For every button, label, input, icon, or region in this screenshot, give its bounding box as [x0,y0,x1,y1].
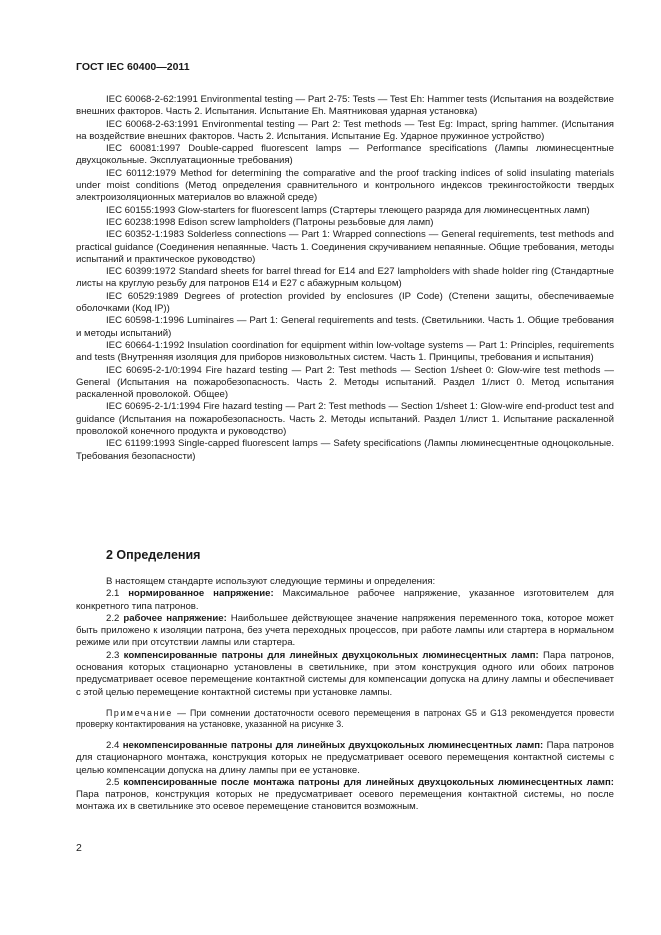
definition-number: 2.4 [106,739,120,751]
definition-text: Максимальное рабочее напряжение, указанное изготовителем для конкретного типа патронов. [76,588,614,612]
document-header: ГОСТ IEC 60400—2011 [76,61,190,73]
definition-term: компенсированные патроны для линейных двухцокольных люминесцентных ламп: [123,649,539,661]
reference-item: IEC 60695-2-1/1:1994 Fire hazard testing — Part 2: Test methods — Section 1/sheet 1: Glow-wire end-product test and guidance (Испытания на пожаробезопасность. Часть 2. Методы испытаний. Раздел 1/лист 1. Испытание раскаленной проволокой конечного продукта и руководство) [76,401,614,438]
definitions [76,576,614,814]
definition-text: Пара патронов для стационарного монтажа, конструкция которых не предусматривает осевого перемещения контактной системы с целью компенсации допуска на длину лампы при ее установке. [76,739,615,776]
reference-item: IEC 60529:1989 Degrees of protection provided by enclosures (IP Code) (Степени защиты, обеспечиваемые оболочками (Код IP)) [76,290,614,315]
definition-text: Пара патронов, конструкция которых не предусматривает осевого перемещения контактной системы, но после монтажа их в светильнике это осевое перемещение становится возможным. [76,789,614,813]
definition-number: 2.1 [106,588,120,600]
definition-2-2 [76,613,614,650]
reference-item: IEC 60352-1:1983 Solderless connections — Part 1: Wrapped connections — General requirements, test methods and practical guidance (Соединения непаянные. Часть 1. Соединения скручиванием непаянные. Общие требования, методы испытаний и практическое руководство) [76,229,614,265]
definition-2-1 [76,588,614,613]
reference-item: IEC 60695-2-1/0:1994 Fire hazard testing — Part 2: Test methods — Section 1/sheet 0: Glow-wire test methods — General (Испытания на пожаробезопасность. Часть 2. Методы испытаний. Раздел 1/лист 0. Метод испытания раскаленной проволокой. Общее) [76,364,614,401]
page-number: 2 [76,842,82,854]
note-text: — При сомнении достаточности осевого перемещения в патронах G5 и G13 рекомендуется провести проверку контактирования на установке, указанной на рисунке 3. [76,707,614,730]
note [76,708,614,731]
reference-item: IEC 60238:1998 Edison screw lampholders (Патроны резьбовые для ламп) [106,216,434,228]
normative-references [76,94,614,463]
definition-text: Пара патронов, основания которых стационарно установлены в светильнике, при этом конструкция одного или обоих патронов предусматривает осевое перемещение контактной системы для компенсации допуска на длину лампы и обеспечивает с этой целью перемещение контактной системы при установке лампы. [76,649,614,698]
reference-item: IEC 60598-1:1996 Luminaires — Part 1: General requirements and tests. (Светильники. Часть 1. Общие требования и методы испытаний) [76,315,614,339]
definition-2-3 [76,650,614,699]
definition-2-4 [76,740,614,777]
reference-item: IEC 60399:1972 Standard sheets for barrel thread for E14 and E27 lampholders with shade holder ring (Стандартные листы на круглую резьбу для патронов E14 и E27 с абажурным кольцом) [76,266,614,290]
reference-item: IEC 60664-1:1992 Insulation coordination for equipment within low-voltage systems — Part 1: Principles, requirements and tests (Внутренняя изоляция для приборов низковольтных систем. Часть 1. Принципы, требования и испытания) [76,339,614,364]
reference-item: IEC 60068-2-62:1991 Environmental testing — Part 2-75: Tests — Test Eh: Hammer tests (Испытания на воздействие внешних факторов. Часть 2. Испытания. Испытание Eh. Маятниковая ударная установка) [76,94,614,118]
reference-item: IEC 60068-2-63:1991 Environmental testing — Part 2: Test methods — Test Eg: Impact, spring hammer. (Испытания на воздействие внешних факторов. Часть 2. Испытания. Испытание Eg. Ударное пружинное устройство) [76,118,614,142]
definition-number: 2.3 [106,649,120,661]
definition-term: компенсированные после монтажа патроны для линейных двухцокольных люминесцентных ламп: [123,776,614,788]
note-label: Примечание [106,707,173,718]
definition-term: некомпенсированные патроны для линейных двухцокольных люминесцентных ламп: [122,739,544,751]
reference-item: IEC 60081:1997 Double-capped fluorescent lamps — Performance specifications (Лампы люминесцентные двухцокольные. Эксплуатационные требования) [76,143,614,167]
definitions-intro: В настоящем стандарте используют следующие термины и определения: [106,576,436,587]
definition-term: нормированное напряжение: [128,588,274,600]
definition-number: 2.2 [106,612,120,624]
reference-item: IEC 60155:1993 Glow-starters for fluorescent lamps (Стартеры тлеющего разряда для люминесцентных ламп) [106,204,590,216]
definition-text: Наибольшее действующее значение напряжения переменного тока, которое может быть приложено к изоляции патрона, без учета переходных процессов, при работе лампы или стартера в нормальном режиме или при отсутствии лампы или стартера. [76,612,615,649]
reference-item: IEC 60112:1979 Method for determining the comparative and the proof tracking indices of solid insulating materials under moist conditions (Метод определения сравнительного и контрольного индексов трекингостойкости твердых электроизоляционных материалов во влажной среде) [76,167,614,204]
reference-item: IEC 61199:1993 Single-capped fluorescent lamps — Safety specifications (Лампы люминесцентные одноцокольные. Требования безопасности) [76,438,614,462]
definition-number: 2.5 [106,776,120,788]
section-title: 2 Определения [106,548,201,562]
definition-term: рабочее напряжение: [123,612,227,624]
definition-2-5 [76,777,614,814]
